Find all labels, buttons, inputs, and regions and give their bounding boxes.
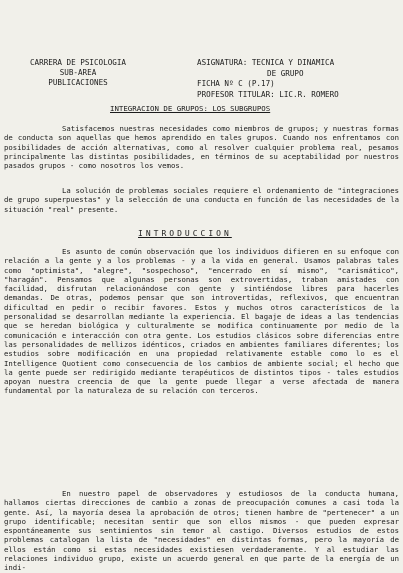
- paragraph-2: [4, 186, 399, 214]
- document-title: INTEGRACION DE GRUPOS: LOS SUBGRUPOS: [110, 104, 271, 113]
- sub-area: SUB-AREA: [59, 68, 97, 77]
- paragraph-2-text: La solución de problemas sociales requiere el ordenamiento de "integraciones de grupo superpuestas" y la selección de una conducta en función de las necesidades de la situación "real" presente.: [4, 186, 399, 214]
- paragraph-3: [4, 247, 399, 396]
- paragraph-4: [4, 489, 399, 573]
- career-name: CARRERA DE PSICOLOGIA: [29, 58, 126, 67]
- paragraph-4-text: En nuestro papel de observadores y estudiosos de la conducta humana, hallamos ciertas direcciones de cambio a zonas de preocupación comunes a casi toda la gente. Así, la mayoría desea la aprobación de otros; tienen hambre de "pertenecer" a un grupo identificable; necesitan sentir que son ellos mismos - que pueden expresar espontáneamente sus sentimientos sin temor al castigo. Diversos estudios de estos problemas catalogan la lista de "necesidades" en distintas formas, pero la mayoría de ellos están como si estas necesidades existiesen verdaderamente. Y al estudiar las relaciones individuo grupo, existe un acuerdo general en que parte de la energía de un indi-: [4, 489, 399, 573]
- paragraph-1-text: Satisfacemos nuestras necesidades como miembros de grupos; y nuestras formas de conducta son aquellas que hemos aprendido en tales grupos. Cuando nos enfrentamos con posibilidades de acción alternativas, como al resolver cualquier problema real, pesamos principalmente las distintas posibilidades, en términos de su aceptabilidad por nuestros pasados grupos - como nosotros los vemos.: [4, 124, 399, 171]
- paragraph-3-text: Es asunto de común observación que los individuos difieren en su enfoque con relación a la gente y a los problemas - y a la vida en general. Usamos palabras tales como "optimista", "alegre", "sospechoso", "encerrado en sí mismo", "carismático", "haragán". Pensamos que algunas personas son extrovertidas, traban amistades con facilidad, disfrutan relacionándose con gente y sintiéndose libres para hacerles demandas. De otras, podemos pensar que son introvertidas, reflexivos, que encuentran dificultad en pedir o recibir favores. Estos y muchos otros característicos de la personalidad se desarrollan mediante la experiencia. El bagaje de ideas a las tendencias que se heredan biológica y culturalmente se modifica continuamente por medio de la comunicación e interacción con otra gente. Los estudios clásicos sobre diferencias entre las personalidades de mellizos idénticos, criados en ambientes familiares diferentes; los estudios sobre modificación en una propiedad relativamente estable como lo es el Intelligence Quotient como consecuencia de los cambios de ambiente social; el hecho que la gente puede ser redirigido mediante terapéuticos de distintos tipos - tales estudios apoyan nuestra creencia de que la gente puede llegar a verse afectada de manera fundamental por la naturaleza de su relación con terceros.: [4, 247, 399, 396]
- institution-header: [8, 58, 148, 88]
- subject-label: ASIGNATURA: TECNICA Y DINAMICA: [197, 58, 335, 67]
- publications-label: PUBLICACIONES: [48, 78, 108, 87]
- professor-label: PROFESOR TITULAR: LIC.R. ROMERO: [197, 89, 339, 99]
- course-header: [197, 58, 397, 100]
- section-heading: INTRODUCCION: [138, 229, 232, 238]
- card-number: FICHA Nº C (P.17): [197, 79, 275, 88]
- subject-label-continued: DE GRUPO: [267, 68, 304, 78]
- paragraph-1: [4, 124, 399, 170]
